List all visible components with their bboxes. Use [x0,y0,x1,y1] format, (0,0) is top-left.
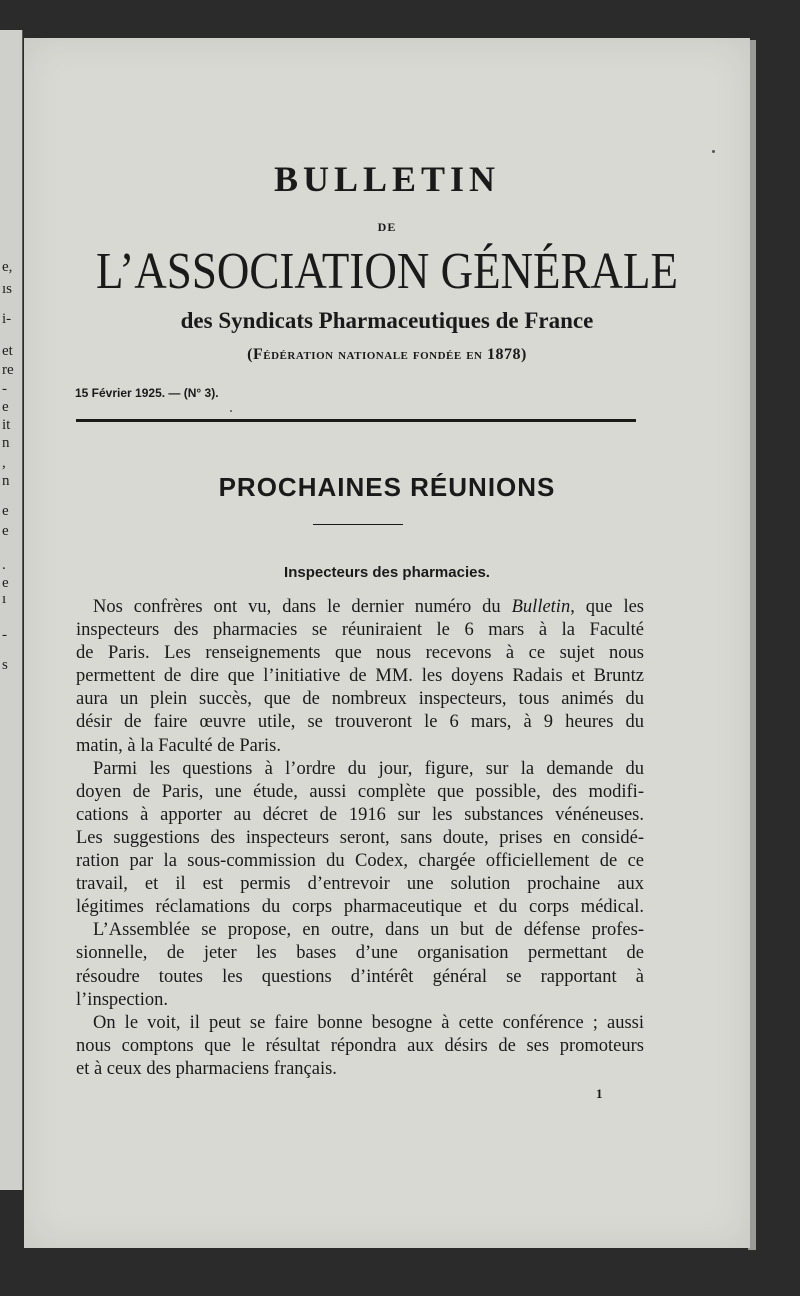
body-line: et à ceux des pharmaciens français. [76,1058,337,1079]
body-line: Les suggestions des inspecteurs seront, sans doute, prises en considé- [76,827,644,848]
federation-open-paren: ( [247,346,253,363]
body-line: On le voit, il peut se faire bonne besogne à cette conférence ; aussi [93,1012,644,1033]
margin-fragment: - [2,381,7,397]
margin-fragment: e [2,503,9,519]
margin-fragment: i- [2,311,12,327]
body-line: nous comptons que le résultat répondra aux désirs de ses promoteurs [76,1035,644,1056]
syndicats-subtitle: des Syndicats Pharmaceutiques de France [180,308,594,333]
title-connector: DE [377,220,397,234]
body-line: L’Assemblée se propose, en outre, dans un but de défense profes- [93,920,644,941]
margin-fragment: ı [2,591,7,607]
body-line: de Paris. Les renseignements que nous recevons à ce sujet nous [76,643,644,664]
bulletin-title: BULLETIN [273,159,501,199]
body-line: Nos confrères ont vu, dans le dernier numéro du Bulletin, que les [93,597,644,617]
issue-date: 15 Février 1925. — (N° 3). [75,386,219,400]
margin-fragment: e, [2,259,13,275]
margin-fragment: . [2,557,6,573]
margin-fragment: e [2,523,9,539]
federation-year: 1878) [487,346,527,363]
header-rule [76,419,636,422]
association-title: L’ASSOCIATION GÉNÉRALE [95,242,679,300]
body-line: Parmi les questions à l’ordre du jour, figure, sur la demande du [93,758,644,779]
bulletin-italic: Bulletin [511,597,571,617]
margin-fragment: it [2,417,11,433]
margin-fragment: re [2,362,14,378]
margin-fragment: e [2,575,9,591]
heading-rule [313,524,403,525]
document-page [24,38,750,1248]
federation-text: Fédération nationale fondée en [252,346,483,363]
body-line: matin, à la Faculté de Paris. [76,735,281,756]
section-heading: PROCHAINES RÉUNIONS [218,472,556,502]
margin-fragment: ıs [2,281,13,297]
body-line: aura un plein succès, que de nombreux inspecteurs, tous animés du [76,689,644,710]
section-subheading: Inspecteurs des pharmacies. [284,564,490,581]
body-line: résoudre toutes les questions d’intérêt général se rapportant à [76,966,644,987]
margin-fragment: - [2,627,7,643]
body-line: ration par la sous-commission du Codex, chargée officiellement de ce [76,851,644,872]
margin-fragment: , [2,455,6,471]
paper-speck [230,410,232,412]
article-body [76,596,644,1081]
margin-fragment: et [2,343,13,359]
page-number: 1 [596,1086,603,1101]
body-line: sionnelle, de jeter les bases d’une organisation permettant de [76,943,644,964]
scan-background [0,1250,800,1296]
body-line: l’inspection. [76,989,168,1010]
previous-page-edge [0,30,23,1190]
federation-line [24,346,750,364]
body-line: doyen de Paris, une étude, aussi complète que possible, des modifi- [76,781,644,802]
margin-fragment: n [2,435,10,451]
body-line: permettent de dire que l’initiative de MM. les doyens Radais et Bruntz [76,666,644,687]
body-line: cations à apporter au décret de 1916 sur les substances vénéneuses. [76,804,644,825]
body-line: inspecteurs des pharmacies se réuniraient le 6 mars à la Faculté [76,620,644,641]
body-line: légitimes réclamations du corps pharmaceutique et du corps médical. [76,897,644,918]
body-line: désir de faire œuvre utile, se trouveront le 6 mars, à 9 heures du [76,712,644,733]
margin-fragment: s [2,657,8,673]
margin-fragment: e [2,399,9,415]
margin-fragment: n [2,473,10,489]
paper-speck [712,150,715,153]
body-line: travail, et il est permis d’entrevoir une solution prochaine aux [76,874,644,895]
